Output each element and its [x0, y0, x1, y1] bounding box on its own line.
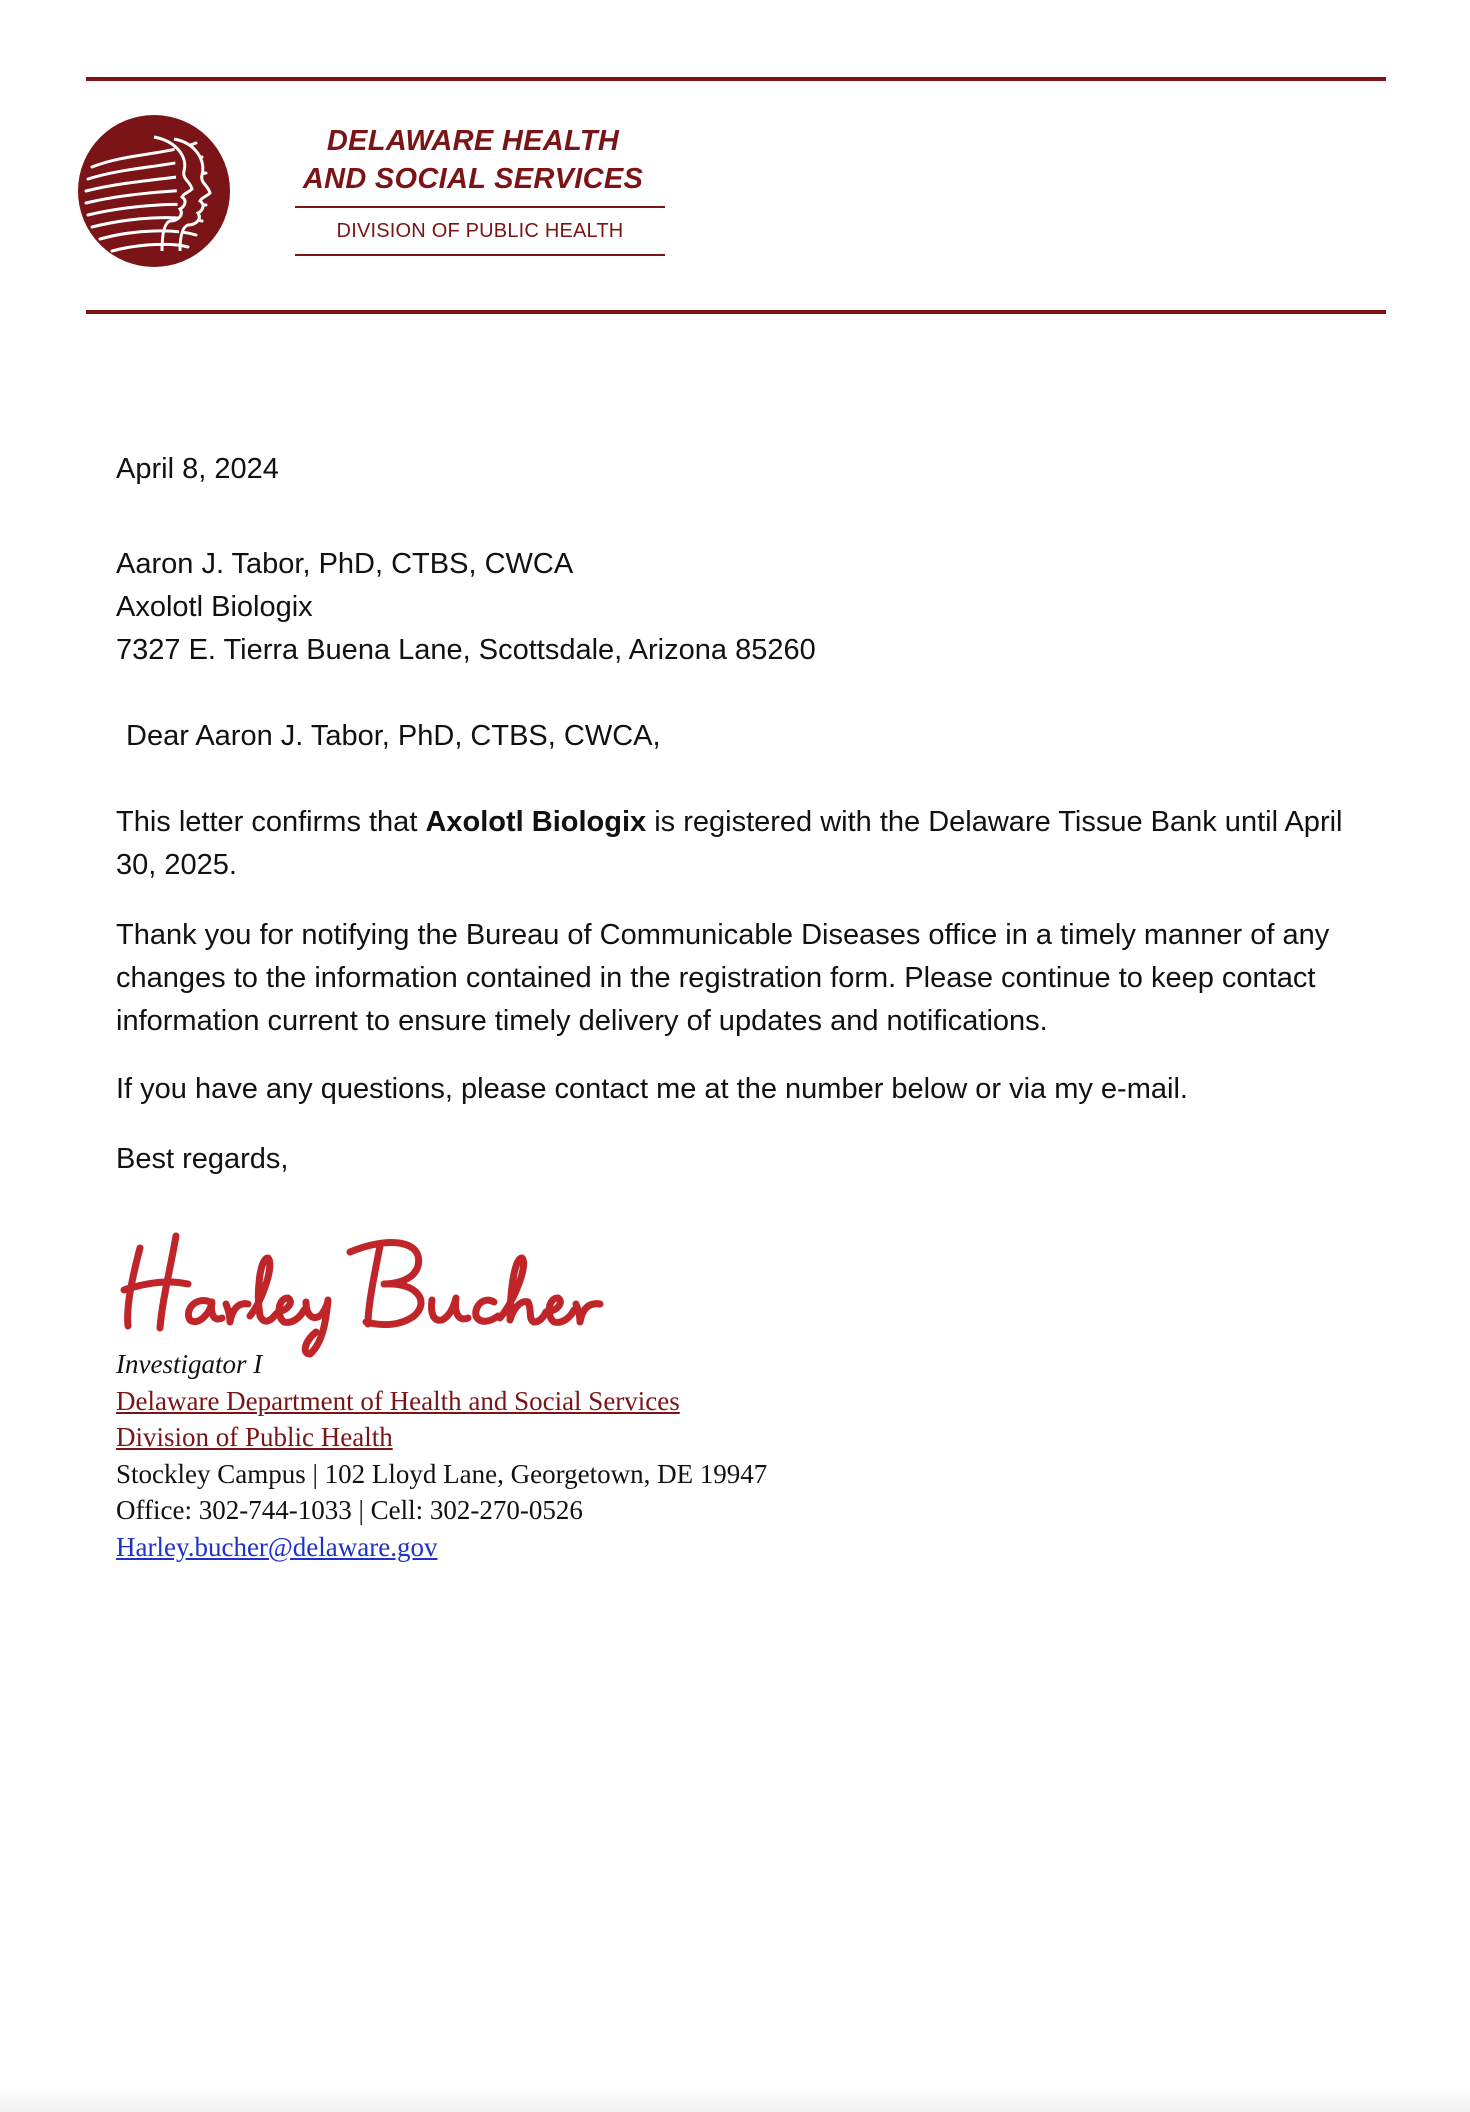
page-bottom-shade [0, 2086, 1470, 2112]
department-link[interactable]: Delaware Department of Health and Social Services [116, 1385, 680, 1416]
dhss-profile-seal-icon [76, 113, 232, 269]
signer-address: Stockley Campus | 102 Lloyd Lane, Georgetown, DE 19947 [116, 1458, 768, 1489]
paragraph1-company-bold: Axolotl Biologix [425, 806, 647, 838]
agency-name-block [283, 122, 663, 256]
recipient-address-block [116, 543, 1386, 672]
email-link[interactable]: Harley.bucher@delaware.gov [116, 1531, 438, 1562]
recipient-street-address: 7327 E. Tierra Buena Lane, Scottsdale, Arizona 85260 [116, 634, 816, 666]
agency-name-line-1: DELAWARE HEALTH [326, 125, 620, 157]
salutation: Dear Aaron J. Tabor, PhD, CTBS, CWCA, [126, 720, 661, 752]
paragraph-registration-confirmation [116, 801, 1386, 887]
division-name: DIVISION OF PUBLIC HEALTH [336, 220, 624, 242]
signature-block [116, 1346, 1016, 1565]
handwritten-signature [118, 1218, 678, 1358]
header-bottom-rule [86, 310, 1386, 314]
division-lower-rule [295, 254, 665, 256]
agency-name-line-2: AND SOCIAL SERVICES [302, 163, 644, 195]
letter-date: April 8, 2024 [116, 453, 279, 485]
header-top-rule [86, 77, 1386, 81]
paragraph1-tail: is registered with the Delaware Tissue Bank until April 30, 2025. [116, 806, 1343, 881]
recipient-name: Aaron J. Tabor, PhD, CTBS, CWCA [116, 548, 574, 580]
paragraph1-lead: This letter confirms that [116, 806, 426, 838]
recipient-company: Axolotl Biologix [116, 591, 313, 623]
paragraph-thank-you: Thank you for notifying the Bureau of Communicable Diseases office in a timely manner of any changes to the information contained in the registration form. Please continue to keep contact information current to ensure timely delivery of updates and notifications. [116, 919, 1330, 1037]
signer-title: Investigator I [116, 1349, 263, 1379]
closing: Best regards, [116, 1143, 289, 1175]
signer-phones: Office: 302-744-1033 | Cell: 302-270-0526 [116, 1495, 583, 1525]
division-link[interactable]: Division of Public Health [116, 1422, 393, 1452]
paragraph-contact: If you have any questions, please contact me at the number below or via my e-mail. [116, 1073, 1188, 1105]
